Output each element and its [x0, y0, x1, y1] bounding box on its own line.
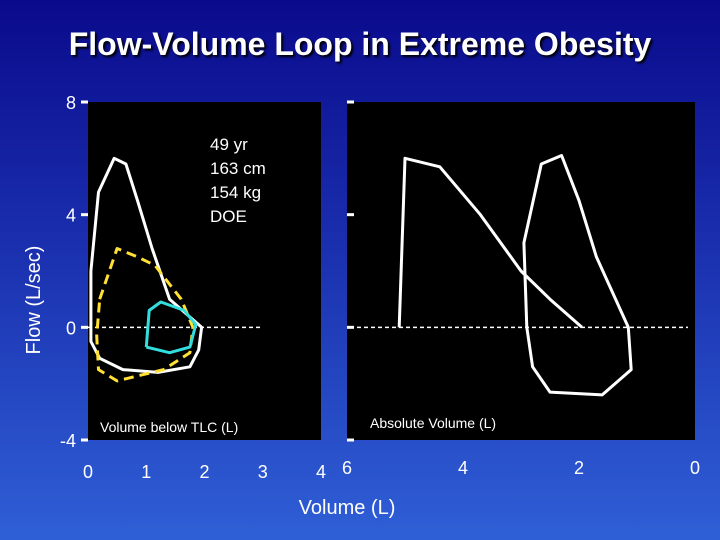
- right-inner-xlabel: Absolute Volume (L): [370, 415, 497, 431]
- x-tick-label-left: 0: [82, 462, 94, 482]
- x-tick-label-left: 4: [315, 462, 327, 482]
- x-tick-label-right: 0: [689, 458, 701, 478]
- x-tick-label-left: 3: [257, 462, 268, 482]
- right-x-ticks: [342, 458, 700, 478]
- x-tick-label-right: 2: [573, 458, 585, 478]
- y-tick-label: -4: [59, 431, 76, 451]
- y-axis-label: Flow (L/sec): [23, 245, 45, 355]
- x-tick-label-right: 6: [341, 458, 353, 478]
- y-tick-label: 0: [65, 318, 76, 339]
- left-inner-xlabel: Volume below TLC (L): [100, 419, 239, 435]
- x-tick-label-right: 4: [457, 458, 469, 478]
- y-tick-label: 4: [65, 205, 76, 226]
- left-panel: [88, 102, 321, 440]
- x-tick-label-left: 1: [141, 462, 152, 482]
- annotation-age: 49 yr: [210, 135, 248, 154]
- y-tick-label: 8: [65, 93, 76, 113]
- slide-title: Flow-Volume Loop in Extreme Obesity: [68, 26, 652, 62]
- annotation-height: 163 cm: [210, 159, 266, 178]
- x-axis-title: Volume (L): [298, 497, 396, 519]
- annotation-symptom: DOE: [210, 207, 247, 226]
- left-x-ticks: [83, 462, 326, 482]
- annotation-weight: 154 kg: [210, 183, 262, 202]
- x-tick-label-left: 2: [199, 462, 210, 482]
